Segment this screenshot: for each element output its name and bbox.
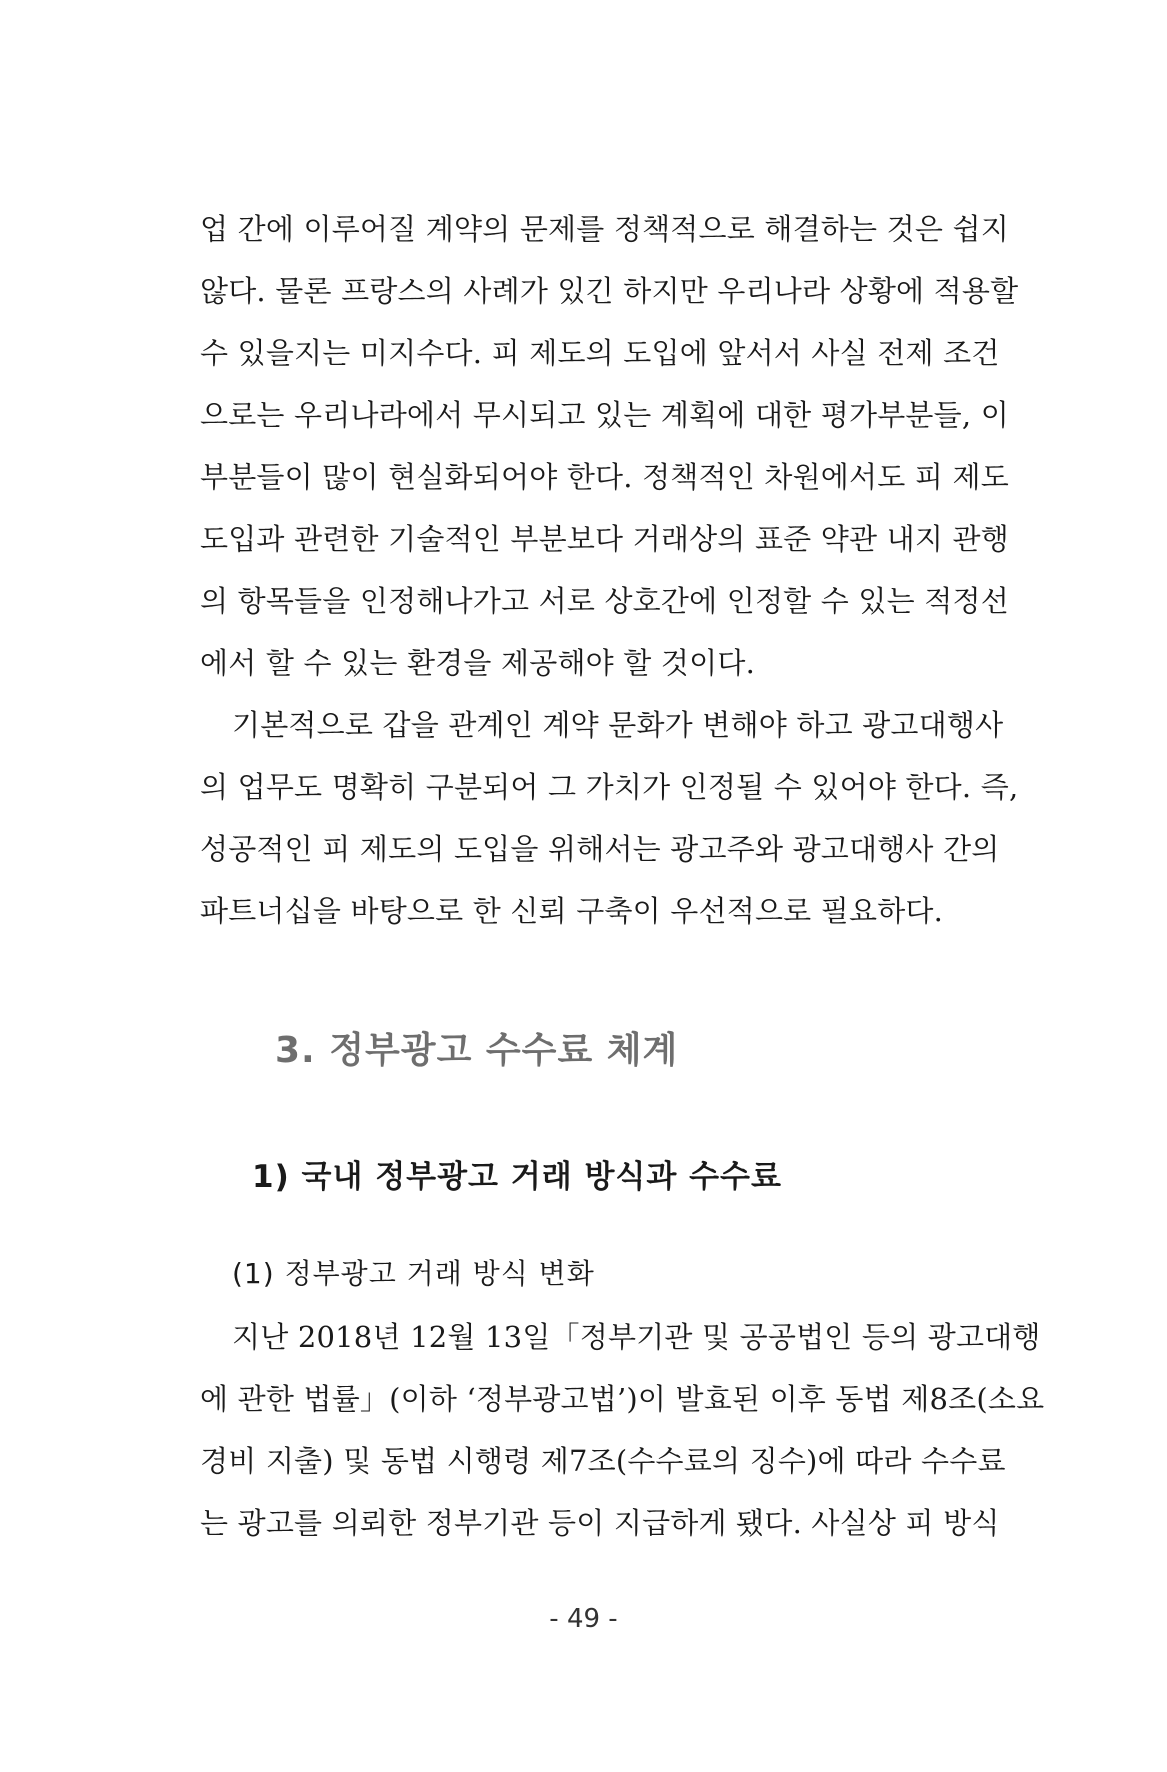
paragraph-line: 수 있을지는 미지수다. 피 제도의 도입에 앞서서 사실 전제 조건 bbox=[200, 336, 1000, 370]
paragraph-line: 지난 2018년 12월 13일「정부기관 및 공공법인 등의 광고대행 bbox=[232, 1320, 1041, 1354]
paragraph-line: 않다. 물론 프랑스의 사례가 있긴 하지만 우리나라 상황에 적용할 bbox=[200, 274, 1019, 308]
paragraph-line: 업 간에 이루어질 계약의 문제를 정책적으로 해결하는 것은 쉽지 bbox=[200, 212, 1009, 246]
paragraph-3 bbox=[200, 1306, 1045, 1554]
paragraph-line: 기본적으로 갑을 관계인 계약 문화가 변해야 하고 광고대행사 bbox=[232, 708, 1004, 742]
paragraph-line: 부분들이 많이 현실화되어야 한다. 정책적인 차원에서도 피 제도 bbox=[200, 460, 1009, 494]
paragraph-line: 의 업무도 명확히 구분되어 그 가치가 인정될 수 있어야 한다. 즉, bbox=[200, 770, 1019, 804]
paragraph-line: 파트너십을 바탕으로 한 신뢰 구축이 우선적으로 필요하다. bbox=[200, 894, 944, 928]
paragraph-line: 경비 지출) 및 동법 시행령 제7조(수수료의 징수)에 따라 수수료 bbox=[200, 1444, 1006, 1478]
paragraph-line: 에 관한 법률」(이하 ‘정부광고법’)이 발효된 이후 동법 제8조(소요 bbox=[200, 1382, 1045, 1416]
paragraph-line: 에서 할 수 있는 환경을 제공해야 할 것이다. bbox=[200, 646, 755, 680]
page-number: - 49 - bbox=[549, 1604, 618, 1634]
paragraph-line: 는 광고를 의뢰한 정부기관 등이 지급하게 됐다. 사실상 피 방식 bbox=[200, 1506, 1000, 1540]
paragraph-line: 으로는 우리나라에서 무시되고 있는 계획에 대한 평가부분들, 이 bbox=[200, 398, 1009, 432]
sub-sub-heading: (1) 정부광고 거래 방식 변화 bbox=[232, 1257, 595, 1290]
sub-heading: 1) 국내 정부광고 거래 방식과 수수료 bbox=[252, 1159, 782, 1195]
paragraph-line: 성공적인 피 제도의 도입을 위해서는 광고주와 광고대행사 간의 bbox=[200, 832, 1000, 866]
paragraph-line: 의 항목들을 인정해나가고 서로 상호간에 인정할 수 있는 적정선 bbox=[200, 584, 1009, 618]
section-heading: 3. 정부광고 수수료 체계 bbox=[275, 1030, 679, 1071]
paragraph-line: 도입과 관련한 기술적인 부분보다 거래상의 표준 약관 내지 관행 bbox=[200, 522, 1009, 556]
paragraph-1 bbox=[200, 198, 1019, 694]
paragraph-2 bbox=[200, 694, 1019, 942]
